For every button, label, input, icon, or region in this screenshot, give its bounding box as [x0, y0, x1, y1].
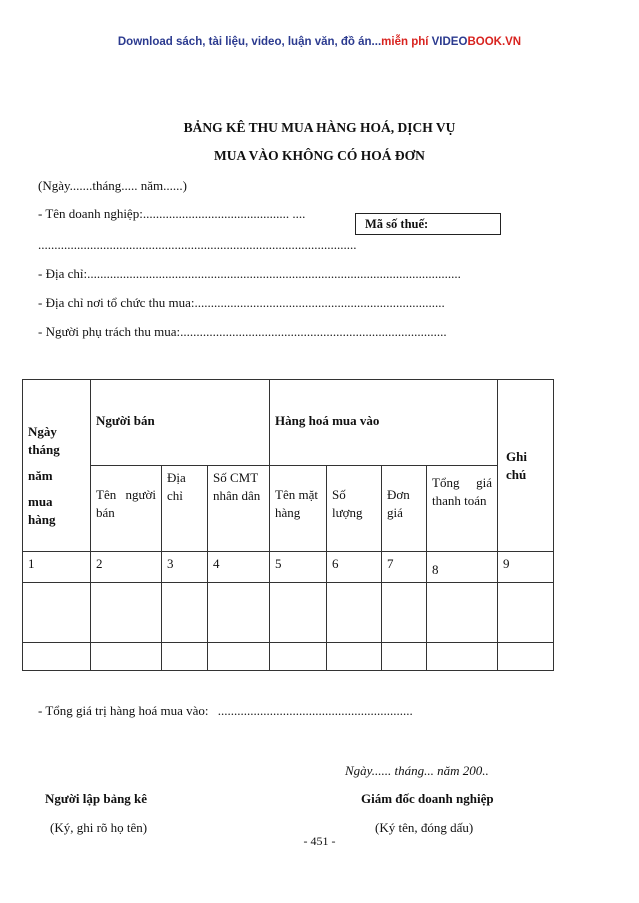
maker-title: Người lập bảng kê	[45, 791, 148, 806]
banner-text: Download sách, tài liệu, video, luận văn, đồ án...	[117, 36, 382, 48]
manager-line: - Người phụ trách thu mua:..................................................................................	[38, 324, 447, 339]
col-number-1: 1	[23, 552, 91, 583]
col-number-5: 5	[270, 552, 327, 583]
download-banner[interactable]	[0, 36, 639, 48]
page-subtitle: MUA VÀO KHÔNG CÓ HOÁ ĐƠN	[214, 148, 425, 163]
dots-line: ..................................................................................................	[38, 237, 357, 252]
page-number: - 451 -	[303, 834, 336, 848]
header-seller: Người bán	[91, 380, 270, 466]
total-value-line	[38, 703, 413, 719]
col-number-2: 2	[91, 552, 162, 583]
header-unit-price: Đơn giá	[382, 466, 427, 552]
director-title: Giám đốc doanh nghiệp	[361, 791, 494, 806]
table-row	[23, 643, 554, 671]
date-line: (Ngày.......tháng..... năm......)	[38, 178, 187, 193]
col-number-4: 4	[208, 552, 270, 583]
header-seller-id: Số CMT nhân dân	[208, 466, 270, 552]
header-seller-name: Tên người bán	[91, 466, 162, 552]
banner-logo-book: BOOK.VN	[467, 36, 522, 48]
header-seller-address: Địa chỉ	[162, 466, 208, 552]
signing-date: Ngày...... tháng... năm 200..	[345, 763, 489, 778]
tax-code-box: Mã số thuế:	[355, 213, 501, 235]
banner-logo-video: VIDEO	[431, 36, 468, 48]
purchase-table	[22, 379, 554, 671]
header-goods: Hàng hoá mua vào	[270, 380, 498, 466]
total-value-dots: ............................................................	[217, 703, 413, 718]
director-note: (Ký tên, đóng dấu)	[375, 820, 474, 835]
purchase-place-line: - Địa chỉ nơi tổ chức thu mua:.............................................................................	[38, 295, 445, 310]
header-date: Ngày tháng năm mua hàng	[23, 380, 91, 552]
company-line: - Tên doanh nghiệp:............................................. ....	[38, 206, 306, 221]
col-number-6: 6	[327, 552, 382, 583]
table-row	[23, 583, 554, 643]
col-number-7: 7	[382, 552, 427, 583]
col-number-3: 3	[162, 552, 208, 583]
page-title: BẢNG KÊ THU MUA HÀNG HOÁ, DỊCH VỤ	[183, 120, 456, 135]
col-number-8: 8	[427, 552, 498, 583]
header-item-name: Tên mặt hàng	[270, 466, 327, 552]
header-note: Ghi chú	[498, 380, 554, 552]
total-value-label: - Tổng giá trị hàng hoá mua vào:	[38, 703, 209, 718]
header-quantity: Số lượng	[327, 466, 382, 552]
col-number-9: 9	[498, 552, 554, 583]
header-total-price: Tổng giá thanh toán	[427, 466, 498, 552]
maker-note: (Ký, ghi rõ họ tên)	[50, 820, 148, 835]
address-line: - Địa chỉ:...................................................................................................................	[38, 266, 461, 281]
banner-highlight: miễn phí	[381, 36, 429, 48]
